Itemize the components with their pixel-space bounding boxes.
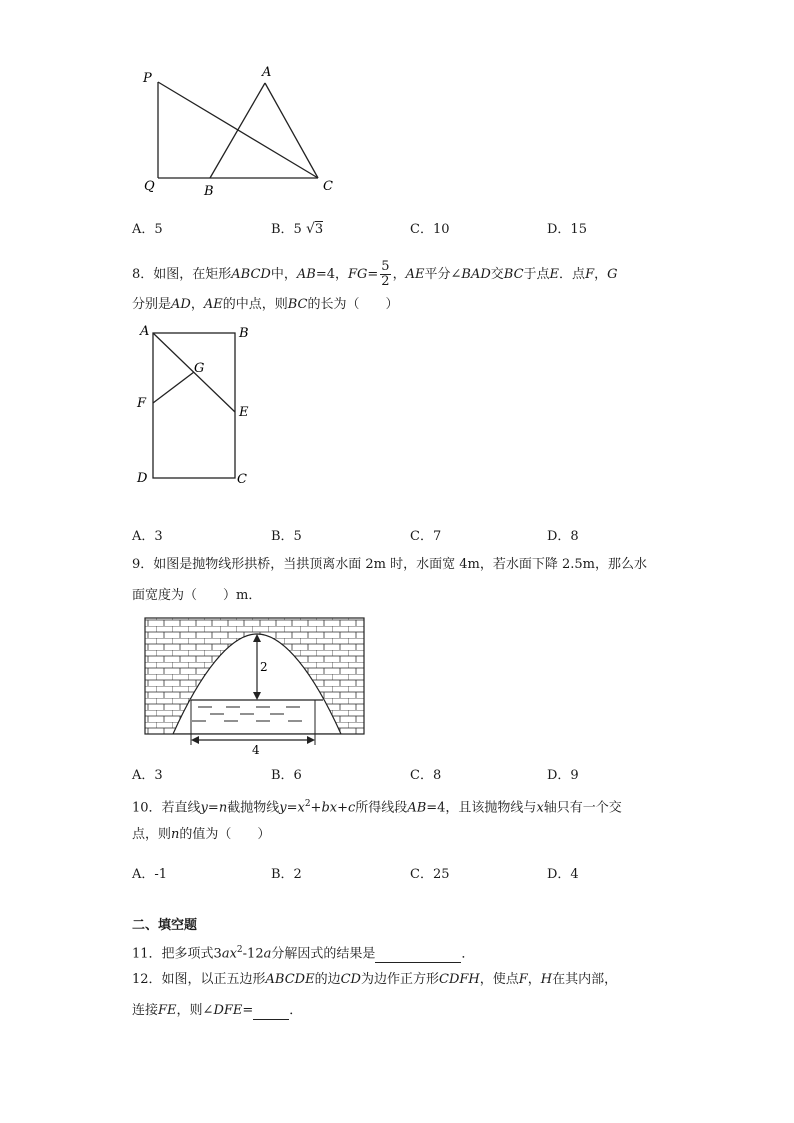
- width-arrow-head-right: [307, 736, 315, 744]
- var-f: F: [585, 267, 595, 282]
- width-label: 4: [252, 743, 260, 757]
- q10-text: +: [337, 800, 349, 816]
- label-f: F: [137, 396, 147, 411]
- q8-text: 交: [490, 267, 504, 282]
- var-f: F: [518, 972, 528, 987]
- var-cdfh: CDFH: [439, 972, 480, 987]
- q11-text: 分解因式的结果是: [271, 946, 376, 962]
- q7-option-a: A．5: [132, 222, 163, 237]
- height-label: 2: [260, 660, 268, 674]
- q12-text: 在其内部，: [552, 972, 618, 987]
- q9-option-a: A．3: [132, 768, 163, 783]
- var-ab: AB: [407, 800, 427, 816]
- answer-blank[interactable]: [253, 1006, 289, 1020]
- q10-text: 轴只有一个交: [543, 800, 622, 816]
- var-bc: BC: [503, 267, 524, 282]
- label-c: C: [237, 472, 247, 487]
- q11-text: 11．把多项式: [132, 946, 214, 962]
- var-ab: AB: [296, 267, 316, 282]
- q8-figure: [132, 320, 262, 490]
- q12-text: 连接: [132, 1003, 159, 1018]
- var-ae: AE: [405, 267, 425, 282]
- q10-option-a: A．-1: [132, 867, 168, 882]
- fraction-denominator: 2: [381, 274, 390, 289]
- q9-option-b: B．6: [271, 768, 302, 783]
- q12-text: 的边: [314, 972, 341, 987]
- label-g: G: [194, 361, 205, 376]
- q12-text: =: [242, 1003, 254, 1018]
- label-b: B: [204, 184, 214, 199]
- q8-text: 平分∠: [424, 267, 462, 282]
- q8-text: 中，: [270, 267, 297, 282]
- var-bx: bx: [321, 800, 338, 816]
- var-n: n: [171, 827, 180, 842]
- q9-bridge-figure: [140, 614, 372, 759]
- q12-text: ．: [289, 1003, 303, 1018]
- q8-text: ，: [190, 297, 204, 312]
- var-y: y: [200, 800, 208, 816]
- q7-figure: [135, 62, 355, 204]
- var-ad: AD: [171, 297, 191, 312]
- q10-option-c: C．25: [410, 867, 450, 882]
- var-fg: FG: [347, 267, 368, 282]
- q8-option-a: A．3: [132, 529, 163, 544]
- segment-fg: [153, 372, 194, 403]
- q11-text: ．: [461, 946, 475, 962]
- q11-line: [132, 941, 474, 963]
- var-cd: CD: [340, 972, 361, 987]
- q10-text: =4，且该抛物线与: [426, 800, 537, 816]
- q10-text: 10．若直线: [132, 800, 201, 816]
- q12-text: ，则∠: [176, 1003, 214, 1018]
- q8-text: ，: [392, 267, 406, 282]
- rectangle-abcd: [153, 333, 235, 478]
- width-arrow-head-left: [191, 736, 199, 744]
- label-a: A: [262, 65, 272, 80]
- var-x: x: [297, 800, 305, 816]
- var-h: H: [540, 972, 553, 987]
- var-c: c: [348, 800, 356, 816]
- q8-text: ，: [594, 267, 608, 282]
- q7-option-b: [271, 218, 323, 237]
- q10-text: 所得线段: [355, 800, 408, 816]
- answer-blank[interactable]: [375, 949, 461, 963]
- q12-line-2: [132, 1002, 302, 1020]
- q8-text: 于点: [523, 267, 550, 282]
- var-bad: BAD: [461, 267, 491, 282]
- q7-option-b-radicand: 3: [314, 222, 324, 237]
- q8-line-2: [132, 296, 399, 314]
- label-a: A: [140, 324, 150, 339]
- q8-text: =4，: [315, 267, 348, 282]
- q8-option-b: B．5: [271, 529, 302, 544]
- sqrt-symbol: √: [305, 221, 315, 237]
- var-abcd: ABCD: [231, 267, 271, 282]
- q10-text: =: [286, 800, 298, 816]
- q10-line-1: [132, 795, 622, 817]
- q12-line-1: [132, 971, 617, 989]
- q9-option-d: D．9: [547, 768, 579, 783]
- q8-option-c: C．7: [410, 529, 442, 544]
- q8-text: =: [367, 267, 379, 282]
- fraction-numerator: 5: [381, 259, 390, 274]
- var-abcde: ABCDE: [265, 972, 315, 987]
- var-ax: ax: [221, 946, 237, 962]
- q8-text: 分别是: [132, 297, 172, 312]
- fraction-5-2: [380, 260, 390, 289]
- q8-text: 的长为（ ）: [307, 297, 399, 312]
- var-dfe: DFE: [213, 1003, 243, 1018]
- var-e: E: [549, 267, 560, 282]
- q12-text: 为边作正方形: [360, 972, 439, 987]
- q10-line-2: [132, 826, 270, 844]
- q8-option-d: D．8: [547, 529, 579, 544]
- q10-text: 的值为（ ）: [179, 827, 271, 842]
- q12-text: ，: [527, 972, 541, 987]
- q12-text: 12．如图，以正五边形: [132, 972, 266, 987]
- q10-text: 截抛物线: [227, 800, 280, 816]
- var-bc: BC: [287, 297, 308, 312]
- q12-text: ，使点: [479, 972, 519, 987]
- label-d: D: [137, 471, 148, 486]
- q8-text: ．点: [559, 267, 586, 282]
- q11-expr: 3: [213, 946, 222, 962]
- q9-option-c: C．8: [410, 768, 442, 783]
- q10-text: +: [310, 800, 322, 816]
- q9-line-2: 面宽度为（ ）m．: [132, 588, 262, 603]
- q7-option-d: D．15: [547, 222, 587, 237]
- label-b: B: [239, 326, 249, 341]
- q10-text: =: [207, 800, 219, 816]
- var-x: x: [536, 800, 544, 816]
- segment-ac: [265, 83, 318, 178]
- q7-option-b-prefix: B．5: [271, 222, 302, 237]
- var-g: G: [607, 267, 618, 282]
- section-heading-fill-in: 二、填空题: [132, 918, 198, 933]
- q7-option-c: C．10: [410, 222, 450, 237]
- q10-text: 点，则: [132, 827, 172, 842]
- var-fe: FE: [158, 1003, 177, 1018]
- q8-text: 的中点，则: [222, 297, 288, 312]
- q9-line-1: 9．如图是抛物线形拱桥，当拱顶离水面 2m 时，水面宽 4m，若水面下降 2.5m，那么水: [132, 557, 647, 572]
- superscript: 2: [236, 945, 243, 955]
- q10-option-d: D．4: [547, 867, 579, 882]
- q8-text: 8．如图，在矩形: [132, 267, 232, 282]
- superscript: 2: [304, 799, 311, 809]
- label-c: C: [323, 179, 333, 194]
- segment-ba: [210, 83, 265, 178]
- label-p: P: [143, 71, 152, 86]
- var-y: y: [279, 800, 287, 816]
- label-q: Q: [144, 179, 155, 194]
- q10-option-b: B．2: [271, 867, 302, 882]
- q11-expr: -12: [242, 946, 264, 962]
- var-n: n: [218, 800, 228, 816]
- var-ae: AE: [203, 297, 223, 312]
- q8-line-1: [132, 260, 618, 289]
- label-e: E: [239, 405, 249, 420]
- var-a: a: [263, 946, 272, 962]
